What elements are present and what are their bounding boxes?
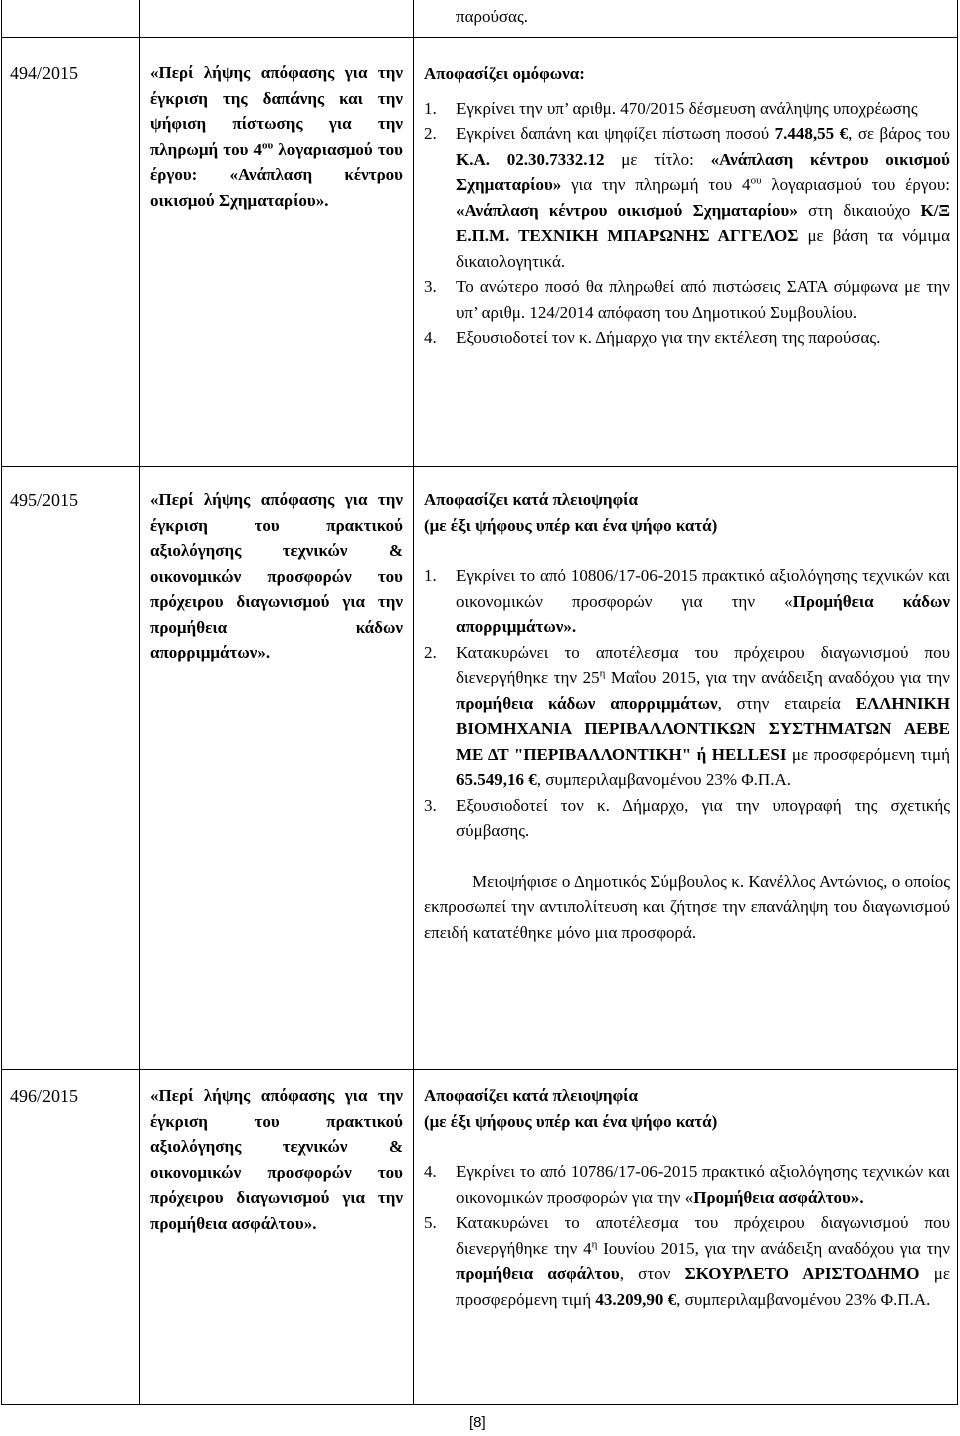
list-item — [424, 121, 950, 274]
decision-number: 496/2015 — [10, 1086, 79, 1106]
item-number: 5. — [424, 1213, 437, 1232]
page-number: [8] — [469, 1414, 486, 1431]
item-text: Κατακυρώνει το αποτέλεσμα του πρόχειρου διαγωνισμού που διενεργήθηκε την $4^\eta$ Ιουνίου 2015, για την ανάδειξη αναδόχου για την προμήθεια ασφάλτου, στον ΣΚΟΥΡΛΕΤΟ ΑΡΙΣΤΟΔΗΜΟ με προσφερόμενη τιμή 43.209,90 €, συμπεριλαμβανομένου 23% Φ.Π.Α. — [456, 1213, 950, 1309]
subject-text: «Περί λήψης απόφασης για την έγκριση της δαπάνης και την ψήφιση πίστωσης για την πληρωμή του 4 — [150, 63, 403, 159]
list-item — [424, 1210, 950, 1312]
item-number: 3. — [424, 277, 437, 296]
table-left-border — [1, 0, 2, 1405]
row-divider-2 — [1, 466, 958, 467]
minority-note: Μειοψήφισε ο Δημοτικός Σύμβουλος κ. Κανέλλος Αντώνιος, ο οποίος εκπροσωπεί την αντιπολίτευση και ζήτησε την επανάληψη του διαγωνισμού επειδή κατατέθηκε μόνο μια προσφορά. — [424, 871, 950, 942]
item-text: Εγκρίνει δαπάνη και ψηφίζει πίστωση ποσού 7.448,55 €, σε βάρος του Κ.Α. 02.30.7332.12 με τίτλο: «Ανάπλαση κέντρου οικισμού Σχηματαρίου» για την πληρωμή του $4^{o\upsilon}$ λογαριασμού του έργου: «Ανάπλαση κέντρου οικισμού Σχηματαρίου» στη δικαιούχο Κ/Ξ Ε.Π.Μ. ΤΕΧΝΙΚΗ ΜΠΑΡΩΝΗΣ ΑΓΓΕΛΟΣ με βάση τα νόμιμα δικαιολογητικά. — [456, 124, 951, 271]
item-text: Εξουσιοδοτεί τον κ. Δήμαρχο, για την υπογραφή της σχετικής σύμβασης. — [456, 795, 950, 840]
item-text: Εξουσιοδοτεί τον κ. Δήμαρχο για την εκτέλεση της παρούσας. — [456, 328, 881, 347]
item-number: 1. — [424, 98, 437, 118]
list-item — [424, 1159, 950, 1210]
decision-number: 495/2015 — [10, 490, 79, 510]
list-item — [424, 640, 950, 793]
decision-subject — [150, 60, 403, 213]
decision-body — [424, 487, 950, 945]
item-text: Το ανώτερο ποσό θα πληρωθεί από πιστώσεις ΣΑΤΑ σύμφωνα με την υπ’ αριθμ. 124/2014 απόφαση του Δημοτικού Συμβουλίου. — [456, 277, 950, 322]
decision-header: Αποφασίζει κατά πλειοψηφία — [424, 1086, 638, 1105]
decision-header: Αποφασίζει ομόφωνα: — [424, 64, 585, 83]
decision-subject: «Περί λήψης απόφασης για την έγκριση του πρακτικού αξιολόγησης τεχνικών & οικονομικών προσφορών του πρόχειρου διαγωνισμού για την προμήθεια ασφάλτου». — [150, 1086, 403, 1233]
item-number: 4. — [424, 1162, 437, 1181]
decision-body — [424, 61, 950, 351]
list-item — [424, 96, 950, 122]
item-number: 2. — [424, 124, 437, 143]
list-item — [424, 325, 950, 351]
decision-subject: «Περί λήψης απόφασης για την έγκριση του πρακτικού αξιολόγησης τεχνικών & οικονομικών προσφορών του πρόχειρου διαγωνισμού για την προμήθεια κάδων απορριμμάτων». — [150, 490, 403, 662]
row-divider-1 — [1, 37, 958, 38]
decision-body — [424, 1083, 950, 1312]
table-col-divider-2 — [413, 0, 414, 1405]
table-col-divider-1 — [139, 0, 140, 1405]
decision-header: Αποφασίζει κατά πλειοψηφία — [424, 490, 638, 509]
item-text: Κατακυρώνει το αποτέλεσμα του πρόχειρου διαγωνισμού που διενεργήθηκε την $25^\eta$ Μαΐου 2015, για την ανάδειξη αναδόχου για την προμήθεια κάδων απορριμμάτων, στην εταιρεία ΕΛΛΗΝΙΚΗ ΒΙΟΜΗΧΑΝΙΑ ΠΕΡΙΒΑΛΛΟΝΤΙΚΩΝ ΣΥΣΤΗΜΑΤΩΝ ΑΕΒΕ ΜΕ ΔΤ "ΠΕΡΙΒΑΛΛΟΝΤΙΚΗ" ή HELLESI με προσφερόμενη τιμή 65.549,16 €, συμπεριλαμβανομένου 23% Φ.Π.Α. — [456, 642, 951, 789]
continued-text: παρούσας. — [456, 7, 528, 26]
list-item — [424, 563, 950, 640]
item-number: 2. — [424, 642, 437, 662]
item-number: 4. — [424, 328, 437, 347]
item-number: 3. — [424, 795, 437, 815]
subject-text: λογαριασμού του έργου: «Ανάπλαση κέντρου οικισμού Σχηματαρίου». — [150, 139, 403, 210]
item-text: Εγκρίνει το από 10806/17-06-2015 πρακτικό αξιολόγησης τεχνικών και οικονομικών προσφορών για την «Προμήθεια κάδων απορριμμάτων». — [456, 566, 950, 636]
superscript: ου — [262, 138, 274, 151]
row-divider-3 — [1, 1069, 958, 1070]
table-bottom-border — [1, 1404, 958, 1405]
decision-vote: (με έξι ψήφους υπέρ και ένα ψήφο κατά) — [424, 515, 718, 535]
item-text: Εγκρίνει το από 10786/17-06-2015 πρακτικό αξιολόγησης τεχνικών και οικονομικών προσφορών για την «Προμήθεια ασφάλτου». — [456, 1162, 950, 1207]
decision-vote: (με έξι ψήφους υπέρ και ένα ψήφο κατά) — [424, 1111, 718, 1131]
list-item — [424, 793, 950, 844]
table-right-border — [957, 0, 958, 1405]
item-number: 1. — [424, 566, 437, 585]
item-text: Εγκρίνει την υπ’ αριθμ. 470/2015 δέσμευση ανάληψης υποχρέωσης — [456, 98, 918, 118]
list-item — [424, 274, 950, 325]
decision-number: 494/2015 — [10, 63, 79, 83]
